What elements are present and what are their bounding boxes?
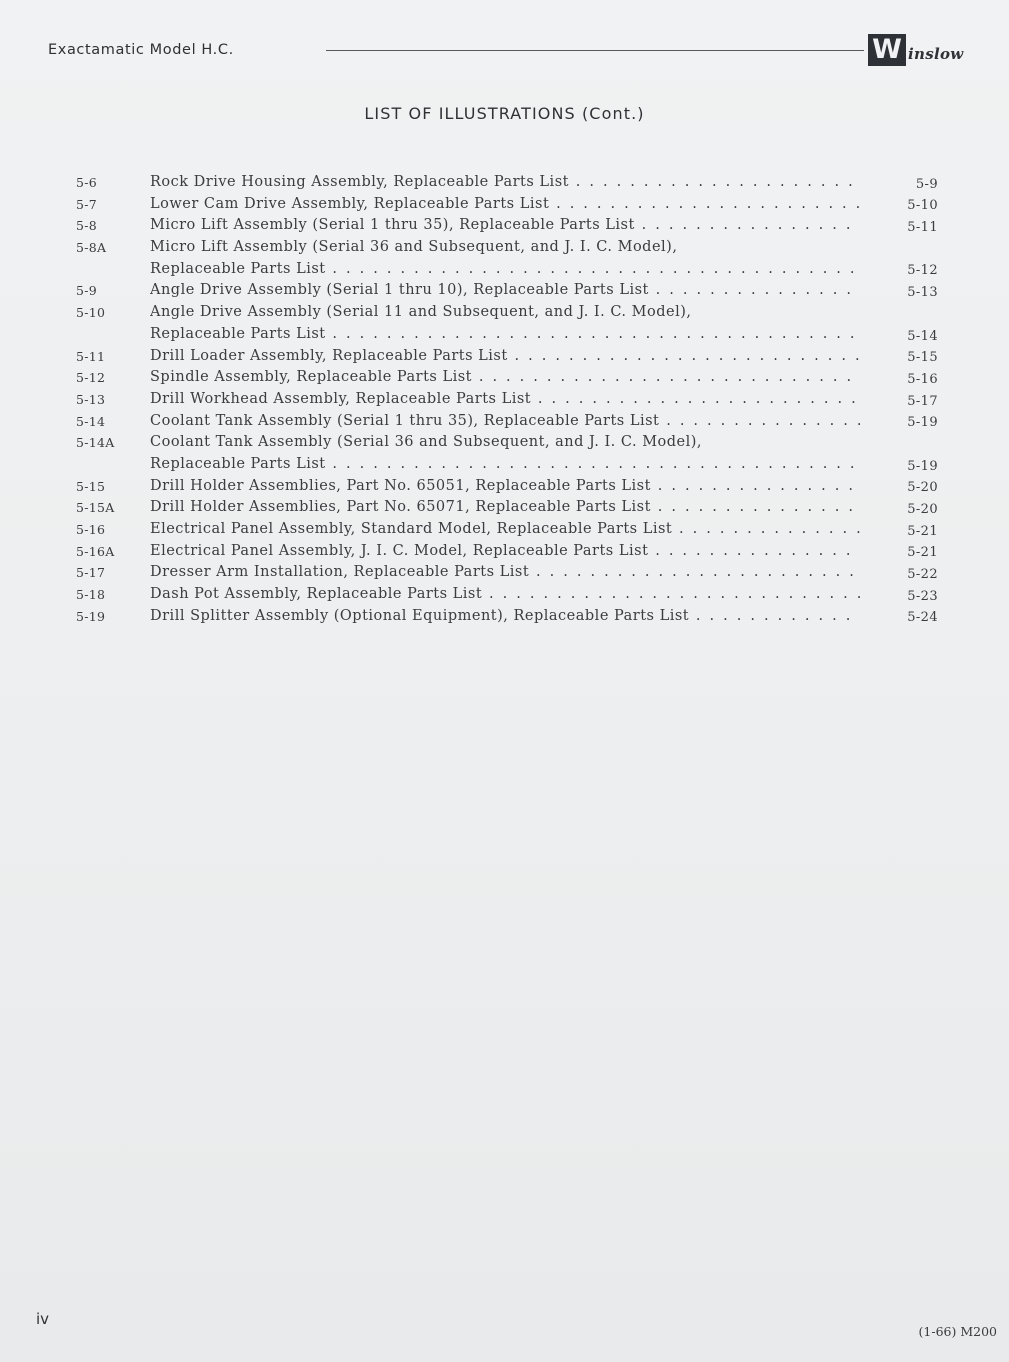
figure-title-line: Dresser Arm Installation, Replaceable Parts List . . . [150, 562, 860, 584]
figure-title [150, 302, 860, 345]
figure-title [150, 389, 860, 411]
figure-title-line: Drill Splitter Assembly (Optional Equipment), Replaceable Parts List . . . [150, 606, 860, 628]
page-number: 5-15 [907, 350, 938, 366]
list-item [70, 278, 950, 300]
figure-title-line: Rock Drive Housing Assembly, Replaceable Parts List . . . [150, 172, 860, 194]
figure-number: 5-9 [76, 283, 98, 299]
page-number: 5-11 [907, 220, 938, 236]
page-number: 5-9 [915, 176, 938, 192]
footer-code: (1-66) M200 [918, 1324, 997, 1339]
logo-letter-box: W [868, 34, 906, 66]
page-number: 5-17 [907, 393, 938, 409]
page-number: 5-21 [907, 523, 938, 539]
figure-title-line: Drill Workhead Assembly, Replaceable Parts List . . . [150, 389, 860, 411]
list-item [70, 235, 950, 278]
list-item [70, 365, 950, 387]
figure-title-line: Replaceable Parts List . . . [150, 324, 860, 346]
list-item [70, 517, 950, 539]
list-item [70, 213, 950, 235]
winslow-logo [868, 34, 972, 70]
figure-title-line: Angle Drive Assembly (Serial 1 thru 10), Replaceable Parts List . . . [150, 280, 860, 302]
figure-title [150, 562, 860, 584]
figure-title-line: Replaceable Parts List . . . [150, 259, 860, 281]
list-item [70, 560, 950, 582]
page-number: 5-13 [907, 285, 938, 301]
page-number: 5-16 [907, 371, 938, 387]
figure-title-line: Coolant Tank Assembly (Serial 1 thru 35), Replaceable Parts List . . . [150, 411, 860, 433]
figure-title [150, 194, 860, 216]
figure-title [150, 497, 860, 519]
figure-title-line: Dash Pot Assembly, Replaceable Parts List . . . [150, 584, 860, 606]
figure-title [150, 411, 860, 433]
figure-number: 5-15 [76, 478, 106, 494]
figure-number: 5-17 [76, 565, 106, 581]
figure-title [150, 476, 860, 498]
figure-title [150, 280, 860, 302]
figure-title-line: Electrical Panel Assembly, J. I. C. Model, Replaceable Parts List . . . [150, 541, 860, 563]
figure-number: 5-6 [76, 175, 98, 190]
header-rule [326, 50, 864, 51]
figure-number: 5-8 [76, 218, 98, 234]
figure-number: 5-14A [76, 435, 115, 451]
list-item [70, 474, 950, 496]
figure-number: 5-15A [76, 500, 115, 516]
page-number: 5-10 [907, 198, 938, 214]
figure-number: 5-7 [76, 196, 98, 212]
figure-number: 5-16A [76, 543, 115, 559]
running-header-title: Exactamatic Model H.C. [48, 42, 234, 58]
list-item [70, 539, 950, 561]
page-number: 5-20 [907, 480, 938, 496]
figure-title-line: Angle Drive Assembly (Serial 11 and Subsequent, and J. I. C. Model), [150, 304, 692, 321]
page-number: 5-21 [907, 545, 938, 561]
page-folio: iv [36, 1310, 50, 1328]
page-number: 5-19 [907, 415, 938, 431]
figure-number: 5-18 [76, 587, 106, 603]
figure-title [150, 172, 860, 194]
figure-number: 5-19 [76, 608, 106, 624]
list-item [70, 495, 950, 517]
page-number: 5-22 [907, 567, 938, 583]
figure-number: 5-10 [76, 305, 106, 321]
figure-title [150, 584, 860, 606]
figure-title [150, 237, 860, 280]
figure-title-line: Micro Lift Assembly (Serial 1 thru 35), Replaceable Parts List . . . [150, 215, 860, 237]
list-item [70, 604, 950, 626]
figure-title-line: Replaceable Parts List . . . [150, 454, 860, 476]
figure-number: 5-11 [76, 348, 106, 364]
list-item [70, 582, 950, 604]
logo-script-text: inslow [908, 45, 964, 63]
figure-title [150, 432, 860, 475]
figure-title-line: Coolant Tank Assembly (Serial 36 and Subsequent, and J. I. C. Model), [150, 434, 703, 451]
figure-title-line: Drill Holder Assemblies, Part No. 65051, Replaceable Parts List . . . [150, 476, 860, 498]
figure-number: 5-13 [76, 391, 106, 407]
list-item [70, 192, 950, 214]
list-item [70, 170, 950, 192]
page-number: 5-23 [907, 588, 938, 604]
figure-title [150, 215, 860, 237]
page-number: 5-24 [907, 610, 938, 626]
page-number: 5-19 [907, 458, 938, 474]
page-title: LIST OF ILLUSTRATIONS (Cont.) [364, 104, 645, 123]
figure-number: 5-16 [76, 522, 106, 538]
figure-title-line: Drill Loader Assembly, Replaceable Parts List . . . [150, 346, 860, 368]
figure-title-line: Lower Cam Drive Assembly, Replaceable Parts List . . . [150, 194, 860, 216]
list-item [70, 409, 950, 431]
list-item [70, 387, 950, 409]
figure-number: 5-12 [76, 370, 106, 386]
list-item [70, 430, 950, 473]
figure-title-line: Electrical Panel Assembly, Standard Model, Replaceable Parts List . . . [150, 519, 860, 541]
page-number: 5-12 [907, 263, 938, 279]
figure-title [150, 541, 860, 563]
figure-title [150, 346, 860, 368]
figure-number: 5-14 [76, 413, 106, 429]
figure-title [150, 606, 860, 628]
list-item [70, 344, 950, 366]
figure-title-line: Drill Holder Assemblies, Part No. 65071, Replaceable Parts List . . . [150, 497, 860, 519]
figure-title-line: Micro Lift Assembly (Serial 36 and Subsequent, and J. I. C. Model), [150, 239, 678, 256]
page-number: 5-14 [907, 328, 938, 344]
figure-title [150, 519, 860, 541]
list-item [70, 300, 950, 343]
figure-number: 5-8A [76, 240, 107, 256]
figure-title-line: Spindle Assembly, Replaceable Parts List . . . [150, 367, 860, 389]
page-number: 5-20 [907, 502, 938, 518]
figure-title [150, 367, 860, 389]
illustrations-list [70, 170, 950, 625]
